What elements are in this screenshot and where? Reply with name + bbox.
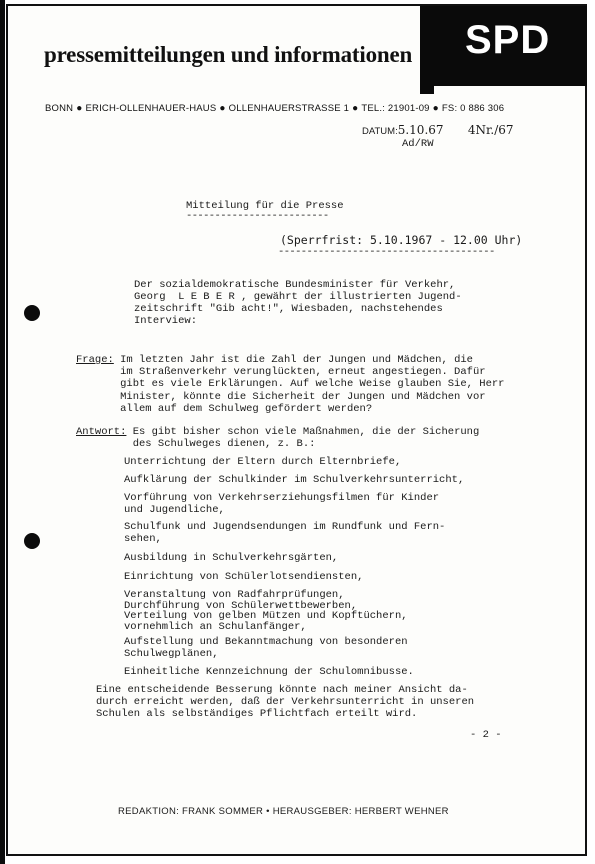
list-item: Veranstaltung von Radfahrprüfungen, Durchführung von Schülerwettbewerben, Verteilung von gelben Mützen und Kopftüchern, vornehmlich an Schulanfänger, — [124, 589, 408, 633]
list-item: Aufstellung und Bekanntmachung von besonderen Schulwegplänen, — [124, 636, 408, 660]
punch-hole — [24, 305, 40, 321]
logo-notch — [420, 6, 434, 94]
list-item: Unterrichtung der Eltern durch Elternbriefe, — [124, 456, 402, 468]
list-item: Vorführung von Verkehrserziehungsfilmen für Kinder und Jugendliche, — [124, 492, 440, 516]
author-initials: Ad/RW — [402, 138, 434, 150]
address-telex: FS: 0 886 306 — [441, 103, 505, 114]
address-line — [45, 103, 504, 114]
question-text: Im letzten Jahr ist die Zahl der Jungen und Mädchen, die im Straßenverkehr verunglückten, erneut angestiegen. Dafür gibt es viele Erklärungen. Auf welche Weise glauben Sie, Herr Minister, könnte die Sicherheit der Jungen und Mädchen vor allem auf dem Schulweg gefördert werden? — [120, 354, 505, 415]
bullet-icon: ● — [432, 103, 439, 114]
scan-edge — [0, 0, 5, 864]
list-item: Ausbildung in Schulverkehrsgärten, — [124, 552, 339, 564]
title-underline: ------------------------- — [186, 210, 329, 222]
question-paragraph — [76, 354, 504, 415]
release-number: 4Nr./67 — [467, 123, 514, 137]
page-number: - 2 - — [470, 729, 502, 741]
date-value: 5.10.67 — [397, 123, 444, 137]
embargo-notice: (Sperrfrist: 5.10.1967 - 12.00 Uhr) — [280, 233, 523, 247]
address-phone: TEL.: 21901-09 — [361, 103, 430, 114]
bullet-icon: ● — [219, 103, 226, 114]
masthead-title: pressemitteilungen und informationen — [44, 42, 413, 67]
embargo-underline: -------------------------------------- — [278, 246, 495, 258]
punch-hole — [24, 533, 40, 549]
address-city: BONN — [45, 103, 74, 114]
answer-text: Es gibt bisher schon viele Maßnahmen, die der Sicherung des Schulweges dienen, z. B.: — [132, 426, 480, 451]
spd-logo: SPD — [465, 18, 551, 62]
document-title: Mitteilung für die Presse — [186, 200, 344, 212]
list-item: Einrichtung von Schülerlotsendiensten, — [124, 571, 364, 583]
bullet-icon: ● — [76, 103, 83, 114]
footer-credits: REDAKTION: FRANK SOMMER • HERAUSGEBER: HERBERT WEHNER — [118, 806, 449, 817]
list-item: Schulfunk und Jugendsendungen im Rundfunk und Fern- sehen, — [124, 521, 446, 545]
question-label: Frage: — [76, 354, 114, 366]
address-building: ERICH-OLLENHAUER-HAUS — [85, 103, 217, 114]
bullet-icon: ● — [352, 103, 359, 114]
date-block — [362, 124, 514, 139]
answer-paragraph — [76, 426, 479, 450]
date-label: DATUM: — [362, 126, 398, 137]
list-item: Einheitliche Kennzeichnung der Schulomnibusse. — [124, 666, 414, 678]
address-street: OLLENHAUERSTRASSE 1 — [228, 103, 350, 114]
intro-paragraph: Der sozialdemokratische Bundesminister für Verkehr, Georg L E B E R , gewährt der illustrierten Jugend- zeitschrift "Gib acht!", Wiesbaden, nachstehendes Interview: — [134, 279, 462, 327]
list-item: Aufklärung der Schulkinder im Schulverkehrsunterricht, — [124, 474, 465, 486]
answer-label: Antwort: — [76, 426, 127, 438]
closing-paragraph: Eine entscheidende Besserung könnte nach meiner Ansicht da- durch erreicht werden, daß der Verkehrsunterricht in unseren Schulen als selbständiges Pflichtfach erteilt wird. — [96, 684, 475, 721]
